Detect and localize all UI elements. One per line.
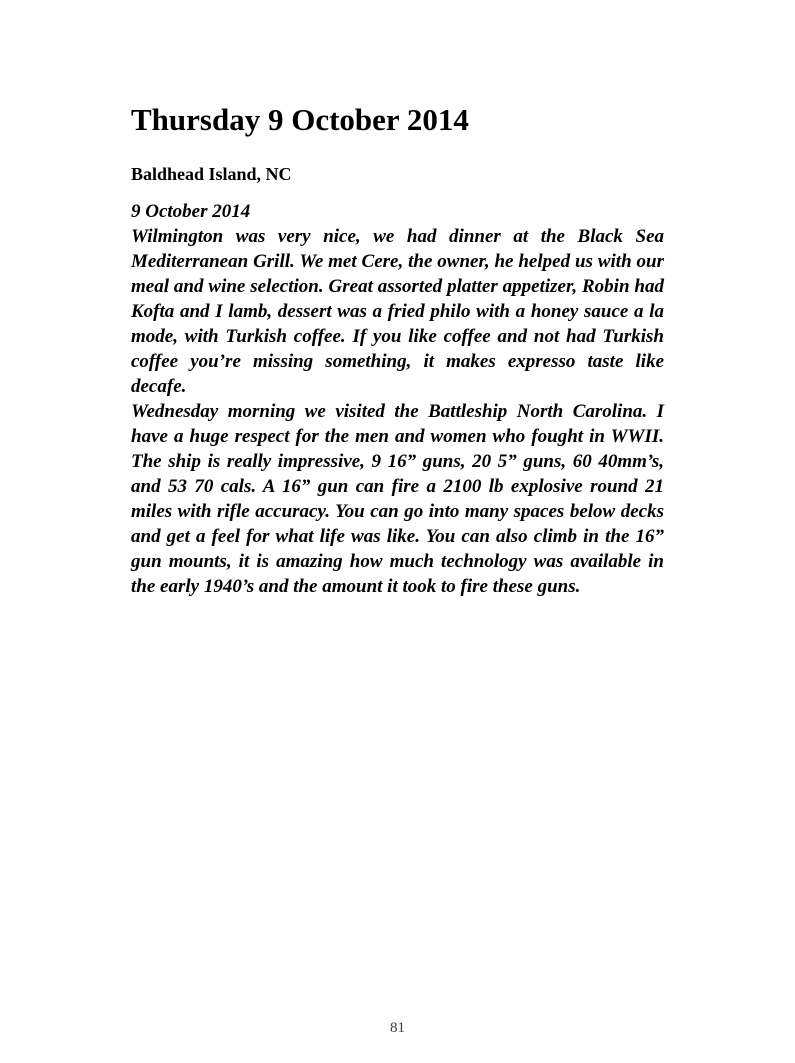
page-title: Thursday 9 October 2014 [131, 102, 469, 137]
entry-paragraph: Wednesday morning we visited the Battleship North Carolina. I have a huge respect for the men and women who fought in WWII. The ship is really impressive, 9 16” guns, 20 5” guns, 60 40mm’s, and 53 70 cals. A 16” gun can fire a 2100 lb explosive round 21 miles with rifle accuracy. You can go into many spaces below decks and get a feel for what life was like. You can also climb in the 16” gun mounts, it is amazing how much technology was available in the early 1940’s and the amount it took to fire these guns. [131, 401, 664, 597]
entry-dateline: 9 October 2014 [131, 201, 251, 222]
entry-paragraph: Wilmington was very nice, we had dinner at the Black Sea Mediterranean Grill. We met Cere, the owner, he helped us with our meal and wine selection. Great assorted platter appetizer, Robin had Kofta and I lamb, dessert was a fried philo with a honey sauce a la mode, with Turkish coffee. If you like coffee and not had Turkish coffee you’re missing something, it makes expresso taste like decafe. [131, 226, 664, 397]
page-number: 81 [390, 1020, 405, 1036]
location-heading: Baldhead Island, NC [131, 164, 292, 184]
page-content [131, 101, 664, 599]
journal-entry-body [131, 199, 664, 599]
